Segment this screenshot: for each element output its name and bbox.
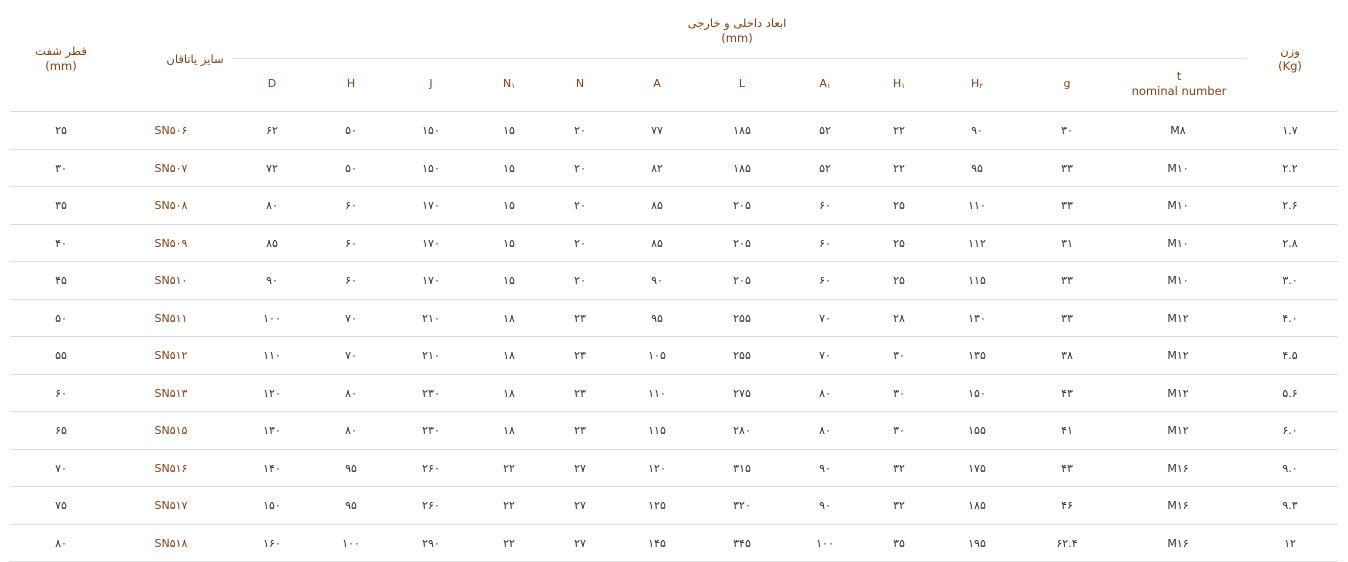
cell-size: SN۵۱۷ [155, 487, 188, 524]
cell-A1: ۶۰ [819, 262, 831, 299]
cell-size: SN۵۰۶ [155, 112, 188, 149]
cell-H2: ۱۹۵ [968, 525, 986, 562]
cell-size: SN۵۰۸ [155, 187, 188, 224]
cell-N: ۲۷ [574, 525, 586, 562]
cell-size: SN۵۱۵ [155, 412, 188, 449]
cell-D: ۶۲ [266, 112, 278, 149]
cell-J: ۲۳۰ [422, 375, 440, 412]
cell-L: ۲۵۵ [733, 337, 751, 374]
cell-A1: ۵۲ [819, 112, 831, 149]
cell-N: ۲۳ [574, 375, 586, 412]
cell-weight: ۶.۰ [1282, 412, 1297, 449]
cell-H2: ۱۱۰ [968, 187, 986, 224]
cell-D: ۸۰ [266, 187, 278, 224]
cell-N1: ۲۲ [503, 525, 515, 562]
cell-N1: ۱۵ [503, 225, 515, 262]
cell-L: ۱۸۵ [733, 150, 751, 187]
cell-N1: ۱۵ [503, 187, 515, 224]
cell-shaft: ۷۰ [55, 450, 67, 487]
cell-N1: ۱۵ [503, 112, 515, 149]
cell-g: ۴۳ [1061, 375, 1073, 412]
cell-A: ۱۴۵ [648, 525, 666, 562]
table-row [10, 187, 1338, 225]
cell-weight: ۲.۲ [1282, 150, 1297, 187]
cell-J: ۱۷۰ [422, 225, 440, 262]
cell-N1: ۲۲ [503, 450, 515, 487]
cell-size: SN۵۱۱ [155, 300, 188, 337]
cell-shaft: ۵۵ [55, 337, 67, 374]
cell-D: ۱۴۰ [263, 450, 281, 487]
cell-g: ۶۲.۴ [1056, 525, 1077, 562]
cell-N: ۲۳ [574, 412, 586, 449]
cell-H1: ۳۲ [893, 450, 905, 487]
cell-weight: ۴.۰ [1282, 300, 1297, 337]
cell-shaft: ۷۵ [55, 487, 67, 524]
cell-t: M۱۲ [1167, 375, 1188, 412]
shaft-diameter-label: قطر شفت [22, 44, 100, 59]
cell-A1: ۱۰۰ [816, 525, 834, 562]
cell-H: ۶۰ [345, 187, 357, 224]
cell-H2: ۱۱۲ [968, 225, 986, 262]
cell-A: ۱۰۵ [648, 337, 666, 374]
cell-A1: ۹۰ [819, 487, 831, 524]
col-header-H1: $H_۱$ [893, 77, 905, 90]
cell-g: ۳۳ [1061, 187, 1073, 224]
weight-label: وزن [1260, 44, 1320, 59]
weight-header [1260, 44, 1320, 74]
cell-weight: ۲.۶ [1282, 187, 1297, 224]
cell-N1: ۱۸ [503, 337, 515, 374]
dimensions-group-divider [232, 58, 1246, 59]
cell-H: ۸۰ [345, 412, 357, 449]
col-header-L: L [739, 77, 745, 90]
cell-H: ۵۰ [345, 150, 357, 187]
cell-g: ۳۳ [1061, 150, 1073, 187]
cell-A: ۸۲ [651, 150, 663, 187]
cell-D: ۱۵۰ [263, 487, 281, 524]
dimensions-group-header [662, 16, 812, 46]
cell-N: ۲۰ [574, 262, 586, 299]
table-row [10, 262, 1338, 300]
weight-unit: (Kg) [1260, 59, 1320, 74]
cell-t: M۱۰ [1167, 262, 1188, 299]
cell-g: ۳۰ [1061, 112, 1073, 149]
cell-t: M۱۶ [1167, 450, 1188, 487]
col-header-N1: $N_۱$ [503, 77, 515, 90]
cell-g: ۳۳ [1061, 300, 1073, 337]
cell-size: SN۵۱۰ [155, 262, 188, 299]
cell-N1: ۱۸ [503, 412, 515, 449]
cell-t: M۱۰ [1167, 225, 1188, 262]
cell-weight: ۵.۶ [1282, 375, 1297, 412]
cell-A: ۹۵ [651, 300, 663, 337]
cell-D: ۱۶۰ [263, 525, 281, 562]
cell-A: ۱۱۵ [648, 412, 666, 449]
col-header-J: J [429, 77, 432, 90]
cell-H2: ۹۵ [971, 150, 983, 187]
shaft-diameter-unit: (mm) [22, 59, 100, 74]
cell-H: ۵۰ [345, 112, 357, 149]
table-row [10, 150, 1338, 188]
cell-H2: ۱۳۵ [968, 337, 986, 374]
cell-A: ۱۲۵ [648, 487, 666, 524]
cell-H: ۹۵ [345, 487, 357, 524]
cell-L: ۲۵۵ [733, 300, 751, 337]
cell-shaft: ۳۰ [55, 150, 67, 187]
cell-H1: ۳۰ [893, 375, 905, 412]
cell-H1: ۲۵ [893, 187, 905, 224]
col-header-H2: $H_۲$ [971, 77, 983, 90]
cell-N: ۲۳ [574, 337, 586, 374]
cell-J: ۲۱۰ [422, 300, 440, 337]
col-header-g: g [1064, 77, 1071, 90]
cell-A: ۹۰ [651, 262, 663, 299]
cell-N1: ۱۸ [503, 300, 515, 337]
col-header-H: H [347, 77, 355, 90]
cell-H1: ۲۲ [893, 150, 905, 187]
col-header-N: N [576, 77, 584, 90]
table-row [10, 487, 1338, 525]
cell-weight: ۹.۰ [1282, 450, 1297, 487]
cell-A1: ۶۰ [819, 187, 831, 224]
cell-g: ۴۶ [1061, 487, 1073, 524]
cell-A1: ۶۰ [819, 225, 831, 262]
cell-A: ۸۵ [651, 187, 663, 224]
cell-J: ۱۵۰ [422, 112, 440, 149]
table-row [10, 112, 1338, 150]
cell-H: ۹۵ [345, 450, 357, 487]
table-row [10, 225, 1338, 263]
cell-D: ۱۲۰ [263, 375, 281, 412]
cell-shaft: ۶۵ [55, 412, 67, 449]
cell-A1: ۹۰ [819, 450, 831, 487]
t-label: t [1120, 69, 1238, 84]
cell-H2: ۱۱۵ [968, 262, 986, 299]
cell-weight: ۱۲ [1284, 525, 1296, 562]
cell-A: ۱۱۰ [648, 375, 666, 412]
shaft-diameter-header [22, 44, 100, 74]
cell-A1: ۸۰ [819, 412, 831, 449]
cell-J: ۱۷۰ [422, 187, 440, 224]
cell-A: ۸۵ [651, 225, 663, 262]
cell-N: ۲۷ [574, 450, 586, 487]
cell-H1: ۲۵ [893, 262, 905, 299]
cell-J: ۲۳۰ [422, 412, 440, 449]
cell-size: SN۵۱۳ [155, 375, 188, 412]
cell-A1: ۵۲ [819, 150, 831, 187]
cell-H: ۱۰۰ [342, 525, 360, 562]
cell-size: SN۵۱۸ [155, 525, 188, 562]
cell-L: ۲۸۰ [733, 412, 751, 449]
cell-J: ۱۵۰ [422, 150, 440, 187]
table-row [10, 337, 1338, 375]
bearing-size-label: سایز یاتاقان [150, 52, 240, 67]
cell-L: ۲۰۵ [733, 187, 751, 224]
cell-shaft: ۸۰ [55, 525, 67, 562]
cell-N: ۲۳ [574, 300, 586, 337]
col-header-A1: $A_۱$ [819, 77, 830, 90]
cell-g: ۳۳ [1061, 262, 1073, 299]
cell-J: ۱۷۰ [422, 262, 440, 299]
cell-H2: ۱۸۵ [968, 487, 986, 524]
cell-N1: ۱۸ [503, 375, 515, 412]
cell-weight: ۲.۸ [1282, 225, 1297, 262]
cell-shaft: ۵۰ [55, 300, 67, 337]
cell-H1: ۳۰ [893, 412, 905, 449]
dimensions-group-unit: (mm) [662, 31, 812, 46]
cell-N: ۲۰ [574, 225, 586, 262]
cell-N: ۲۰ [574, 187, 586, 224]
cell-shaft: ۲۵ [55, 112, 67, 149]
cell-shaft: ۶۰ [55, 375, 67, 412]
table-row [10, 450, 1338, 488]
cell-D: ۱۱۰ [263, 337, 281, 374]
cell-D: ۸۵ [266, 225, 278, 262]
cell-g: ۳۱ [1061, 225, 1073, 262]
cell-H2: ۱۵۵ [968, 412, 986, 449]
cell-t: M۱۲ [1167, 412, 1188, 449]
cell-g: ۳۸ [1061, 337, 1073, 374]
table-row [10, 412, 1338, 450]
cell-D: ۹۰ [266, 262, 278, 299]
cell-H1: ۲۸ [893, 300, 905, 337]
col-header-D: D [268, 77, 276, 90]
table-row [10, 525, 1338, 562]
cell-g: ۴۳ [1061, 450, 1073, 487]
cell-A1: ۷۰ [819, 337, 831, 374]
cell-J: ۲۶۰ [422, 450, 440, 487]
cell-size: SN۵۱۶ [155, 450, 188, 487]
cell-t: M۸ [1170, 112, 1185, 149]
cell-H2: ۱۳۰ [968, 300, 986, 337]
cell-H1: ۳۰ [893, 337, 905, 374]
cell-t: M۱۰ [1167, 187, 1188, 224]
cell-N1: ۱۵ [503, 150, 515, 187]
t-sublabel: nominal number [1120, 84, 1238, 99]
cell-size: SN۵۰۹ [155, 225, 188, 262]
cell-g: ۴۱ [1061, 412, 1073, 449]
cell-shaft: ۴۰ [55, 225, 67, 262]
cell-t: M۱۲ [1167, 300, 1188, 337]
cell-N: ۲۰ [574, 150, 586, 187]
cell-t: M۱۰ [1167, 150, 1188, 187]
dimensions-group-label: ابعاد داخلی و خارجی [662, 16, 812, 31]
bearing-size-header [150, 52, 240, 67]
cell-L: ۳۲۰ [733, 487, 751, 524]
cell-H: ۶۰ [345, 262, 357, 299]
cell-L: ۲۰۵ [733, 225, 751, 262]
cell-H: ۷۰ [345, 337, 357, 374]
cell-L: ۱۸۵ [733, 112, 751, 149]
cell-H1: ۳۵ [893, 525, 905, 562]
cell-D: ۱۰۰ [263, 300, 281, 337]
cell-J: ۲۶۰ [422, 487, 440, 524]
cell-H: ۷۰ [345, 300, 357, 337]
cell-L: ۳۱۵ [733, 450, 751, 487]
cell-t: M۱۶ [1167, 487, 1188, 524]
cell-t: M۱۶ [1167, 525, 1188, 562]
cell-size: SN۵۰۷ [155, 150, 188, 187]
cell-J: ۲۹۰ [422, 525, 440, 562]
cell-size: SN۵۱۲ [155, 337, 188, 374]
cell-t: M۱۲ [1167, 337, 1188, 374]
t-header [1120, 69, 1238, 99]
table-row [10, 300, 1338, 338]
cell-L: ۳۴۵ [733, 525, 751, 562]
cell-shaft: ۴۵ [55, 262, 67, 299]
cell-A: ۷۷ [651, 112, 663, 149]
cell-weight: ۴.۵ [1282, 337, 1297, 374]
table-row [10, 375, 1338, 413]
col-header-A: A [653, 77, 661, 90]
cell-H1: ۲۵ [893, 225, 905, 262]
cell-D: ۷۲ [266, 150, 278, 187]
cell-H1: ۳۲ [893, 487, 905, 524]
cell-A1: ۷۰ [819, 300, 831, 337]
cell-J: ۲۱۰ [422, 337, 440, 374]
cell-shaft: ۳۵ [55, 187, 67, 224]
cell-L: ۲۰۵ [733, 262, 751, 299]
cell-weight: ۹.۳ [1282, 487, 1297, 524]
cell-H1: ۲۲ [893, 112, 905, 149]
cell-H2: ۹۰ [971, 112, 983, 149]
cell-L: ۲۷۵ [733, 375, 751, 412]
cell-N: ۲۷ [574, 487, 586, 524]
cell-N1: ۲۲ [503, 487, 515, 524]
cell-weight: ۳.۰ [1282, 262, 1297, 299]
cell-A1: ۸۰ [819, 375, 831, 412]
cell-A: ۱۲۰ [648, 450, 666, 487]
cell-H: ۶۰ [345, 225, 357, 262]
cell-H2: ۱۷۵ [968, 450, 986, 487]
cell-N1: ۱۵ [503, 262, 515, 299]
cell-H2: ۱۵۰ [968, 375, 986, 412]
cell-weight: ۱.۷ [1282, 112, 1297, 149]
cell-N: ۲۰ [574, 112, 586, 149]
cell-H: ۸۰ [345, 375, 357, 412]
cell-D: ۱۳۰ [263, 412, 281, 449]
